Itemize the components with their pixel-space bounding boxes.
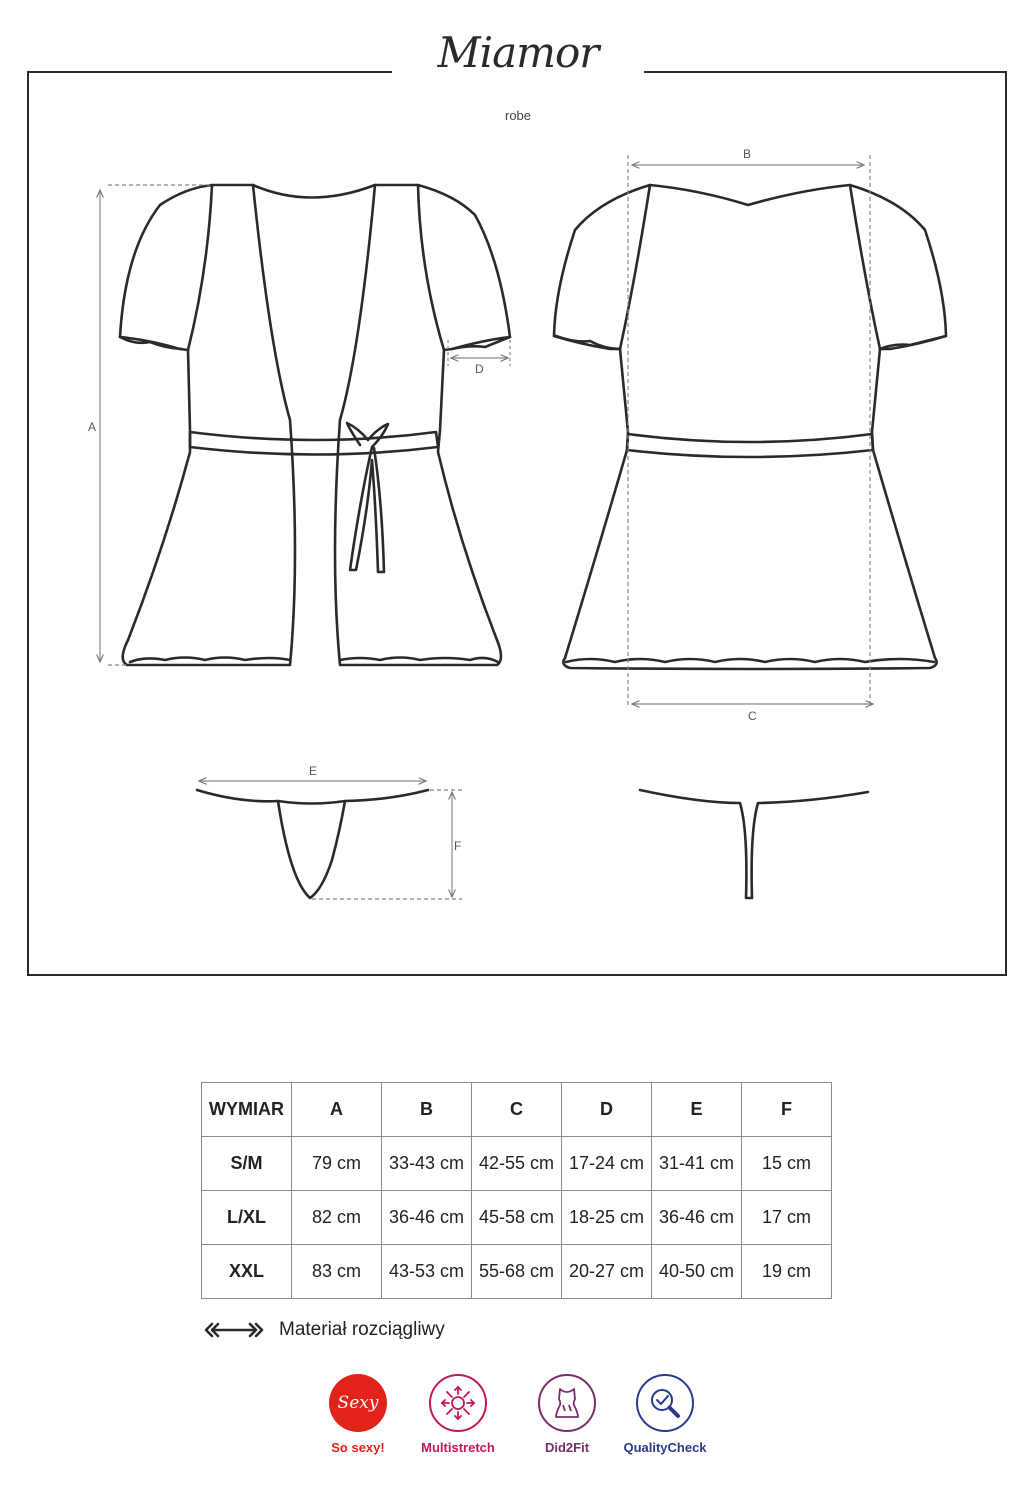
dress-fit-icon	[538, 1374, 596, 1432]
badge-qualitycheck	[610, 1374, 720, 1455]
table-cell: 33-43 cm	[382, 1137, 472, 1191]
robe-front-bow	[347, 423, 388, 572]
size-table	[201, 1082, 832, 1299]
header-cell: B	[382, 1083, 472, 1137]
stretch-legend	[203, 1319, 445, 1341]
table-cell: 79 cm	[292, 1137, 382, 1191]
header-cell: WYMIAR	[202, 1083, 292, 1137]
dimension-label-b: B	[743, 147, 752, 161]
thong-front-drawing	[197, 790, 428, 898]
size-cell: L/XL	[202, 1191, 292, 1245]
table-cell: 18-25 cm	[562, 1191, 652, 1245]
product-subtitle: robe	[504, 108, 532, 123]
robe-front-belt	[190, 432, 438, 455]
badge-label: So sexy!	[331, 1440, 385, 1455]
size-cell: XXL	[202, 1245, 292, 1299]
badge-so-sexy	[303, 1374, 413, 1455]
header-cell: C	[472, 1083, 562, 1137]
table-cell: 83 cm	[292, 1245, 382, 1299]
table-cell: 36-46 cm	[382, 1191, 472, 1245]
table-cell: 19 cm	[742, 1245, 832, 1299]
header-cell: D	[562, 1083, 652, 1137]
header-cell: F	[742, 1083, 832, 1137]
header-cell: A	[292, 1083, 382, 1137]
table-cell: 15 cm	[742, 1137, 832, 1191]
dimension-label-a: A	[88, 420, 97, 434]
size-cell: S/M	[202, 1137, 292, 1191]
table-row	[202, 1137, 832, 1191]
brand-logo: Miamor	[437, 28, 599, 77]
sexy-badge-text: Sexy	[337, 1393, 379, 1413]
robe-back-drawing	[554, 185, 946, 669]
table-cell: 20-27 cm	[562, 1245, 652, 1299]
badge-did2fit	[512, 1374, 622, 1455]
table-cell: 36-46 cm	[652, 1191, 742, 1245]
dimension-label-e: E	[309, 764, 318, 778]
robe-front-outline	[120, 185, 295, 665]
double-arrow-icon	[203, 1320, 265, 1340]
table-cell: 40-50 cm	[652, 1245, 742, 1299]
dimension-label-d: D	[475, 362, 484, 376]
table-cell: 43-53 cm	[382, 1245, 472, 1299]
robe-front-drawing	[120, 185, 510, 665]
table-row	[202, 1245, 832, 1299]
badge-multistretch	[403, 1374, 513, 1455]
magnifier-check-icon	[636, 1374, 694, 1432]
badge-label: Multistretch	[421, 1440, 495, 1455]
dimension-label-c: C	[748, 709, 757, 723]
stretch-label: Materiał rozciągliwy	[279, 1319, 445, 1340]
table-cell: 42-55 cm	[472, 1137, 562, 1191]
multistretch-icon	[429, 1374, 487, 1432]
table-row	[202, 1191, 832, 1245]
size-table-header-row	[202, 1083, 832, 1137]
sexy-badge-icon	[329, 1374, 387, 1432]
badge-label: QualityCheck	[623, 1440, 707, 1455]
thong-back-drawing	[640, 790, 868, 898]
table-cell: 45-58 cm	[472, 1191, 562, 1245]
header-cell: E	[652, 1083, 742, 1137]
table-cell: 17-24 cm	[562, 1137, 652, 1191]
table-cell: 31-41 cm	[652, 1137, 742, 1191]
table-cell: 82 cm	[292, 1191, 382, 1245]
table-cell: 55-68 cm	[472, 1245, 562, 1299]
badge-label: Did2Fit	[544, 1440, 590, 1455]
dimension-label-f: F	[454, 839, 462, 853]
table-cell: 17 cm	[742, 1191, 832, 1245]
